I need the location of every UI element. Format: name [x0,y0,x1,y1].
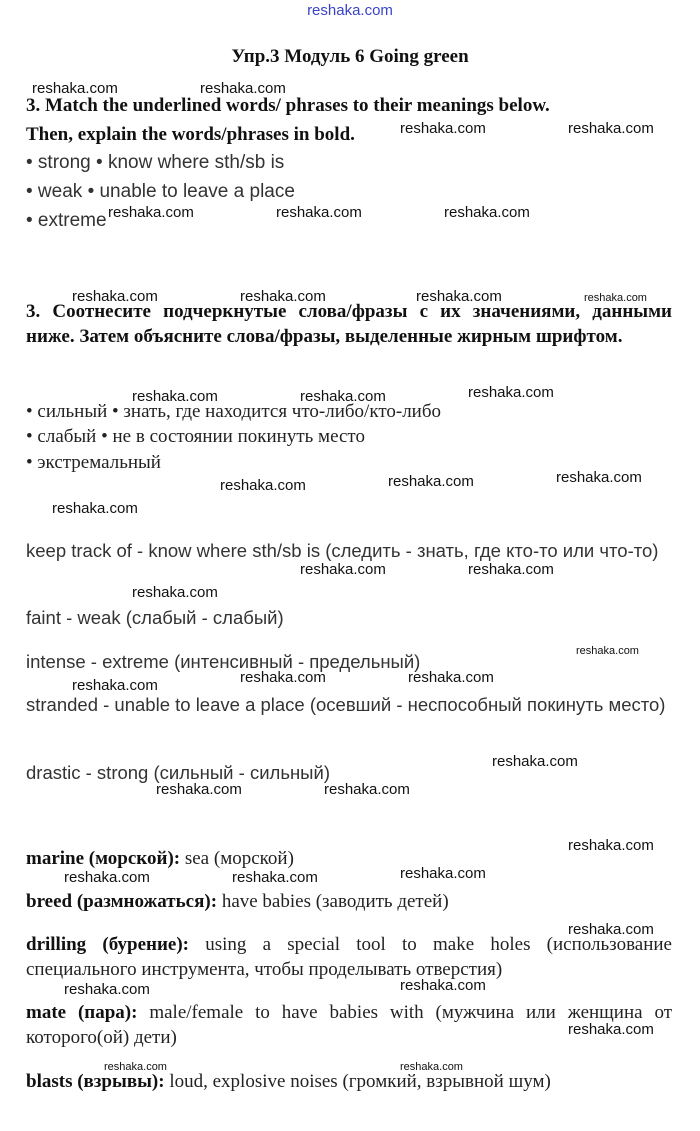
watermark: reshaka.com [72,288,158,305]
task-ru-text: 3. Соотнесите подчеркнутые слова/фразы с их значениями, данными ниже. Затем объясните слова/фразы, выделенные жирным шрифтом. [26,301,672,347]
watermark: reshaka.com [220,477,306,494]
watermark: reshaka.com [300,388,386,405]
watermark: reshaka.com [232,869,318,886]
answer-stranded: stranded - unable to leave a place (осевший - неспособный покинуть место) [26,694,666,715]
watermark: reshaka.com [276,204,362,221]
watermark: reshaka.com [444,204,530,221]
watermark: reshaka.com [568,921,654,938]
watermark: reshaka.com [408,669,494,686]
watermark: reshaka.com [400,1061,463,1073]
answer-intense: intense - extreme (интенсивный - предельный) [26,651,421,672]
watermark: reshaka.com [568,1021,654,1038]
watermark: reshaka.com [108,204,194,221]
watermark: reshaka.com [132,584,218,601]
definition-term: breed (размножаться): [26,891,218,912]
answer-keep-track: keep track of - know where sth/sb is (следить - знать, где кто-то или что-то) [26,540,659,561]
watermark: reshaka.com [64,981,150,998]
page-title: Упр.3 Модуль 6 Going green [231,46,469,67]
task-en-line1: 3. Match the underlined words/ phrases to their meanings below. [26,95,550,116]
definition-text: loud, explosive noises (громкий, взрывной шум) [164,1071,551,1092]
site-header-link[interactable]: reshaka.com [307,2,393,19]
definition-breed [26,889,672,914]
watermark: reshaka.com [104,1061,167,1073]
definition-text: male/female to have babies with (мужчина или женщина от которого(ой) дети) [26,1002,672,1048]
watermark: reshaka.com [52,500,138,517]
watermark: reshaka.com [468,561,554,578]
watermark: reshaka.com [576,645,639,657]
definition-term: blasts (взрывы): [26,1071,165,1092]
watermark: reshaka.com [240,288,326,305]
watermark: reshaka.com [324,781,410,798]
definition-term: marine (морской): [26,848,181,869]
task-en-bullet-1: • strong • know where sth/sb is [26,152,285,173]
watermark: reshaka.com [72,677,158,694]
watermark: reshaka.com [556,469,642,486]
watermark: reshaka.com [416,288,502,305]
definition-drilling [26,932,672,982]
watermark: reshaka.com [468,384,554,401]
watermark: reshaka.com [132,388,218,405]
watermark: reshaka.com [492,753,578,770]
watermark: reshaka.com [200,80,286,97]
task-en-line2: Then, explain the words/phrases in bold. [26,124,355,145]
definition-text: using a special tool to make holes (использование специального инструмента, чтобы проделывать отверстия) [26,934,672,980]
watermark: reshaka.com [584,292,647,304]
watermark: reshaka.com [32,80,118,97]
answer-drastic: drastic - strong (сильный - сильный) [26,762,330,783]
definition-term: drilling (бурение): [26,934,189,955]
watermark: reshaka.com [400,120,486,137]
watermark: reshaka.com [300,561,386,578]
watermark: reshaka.com [568,837,654,854]
task-ru-bullet-3: • экстремальный [26,452,161,473]
watermark: reshaka.com [400,865,486,882]
watermark: reshaka.com [400,977,486,994]
watermark: reshaka.com [240,669,326,686]
task-ru-bullet-1: • сильный • знать, где находится что-либо/кто-либо [26,401,442,422]
definition-term: mate (пара): [26,1002,138,1023]
task-en-bullet-2: • weak • unable to leave a place [26,181,295,202]
watermark: reshaka.com [64,869,150,886]
task-ru-bullet-2: • слабый • не в состоянии покинуть место [26,426,365,447]
watermark: reshaka.com [388,473,474,490]
watermark: reshaka.com [568,120,654,137]
definition-text: have babies (заводить детей) [217,891,449,912]
definition-text: sea (морской) [180,848,294,869]
task-en-bullet-3: • extreme [26,210,107,231]
answer-faint: faint - weak (слабый - слабый) [26,607,284,628]
watermark: reshaka.com [156,781,242,798]
